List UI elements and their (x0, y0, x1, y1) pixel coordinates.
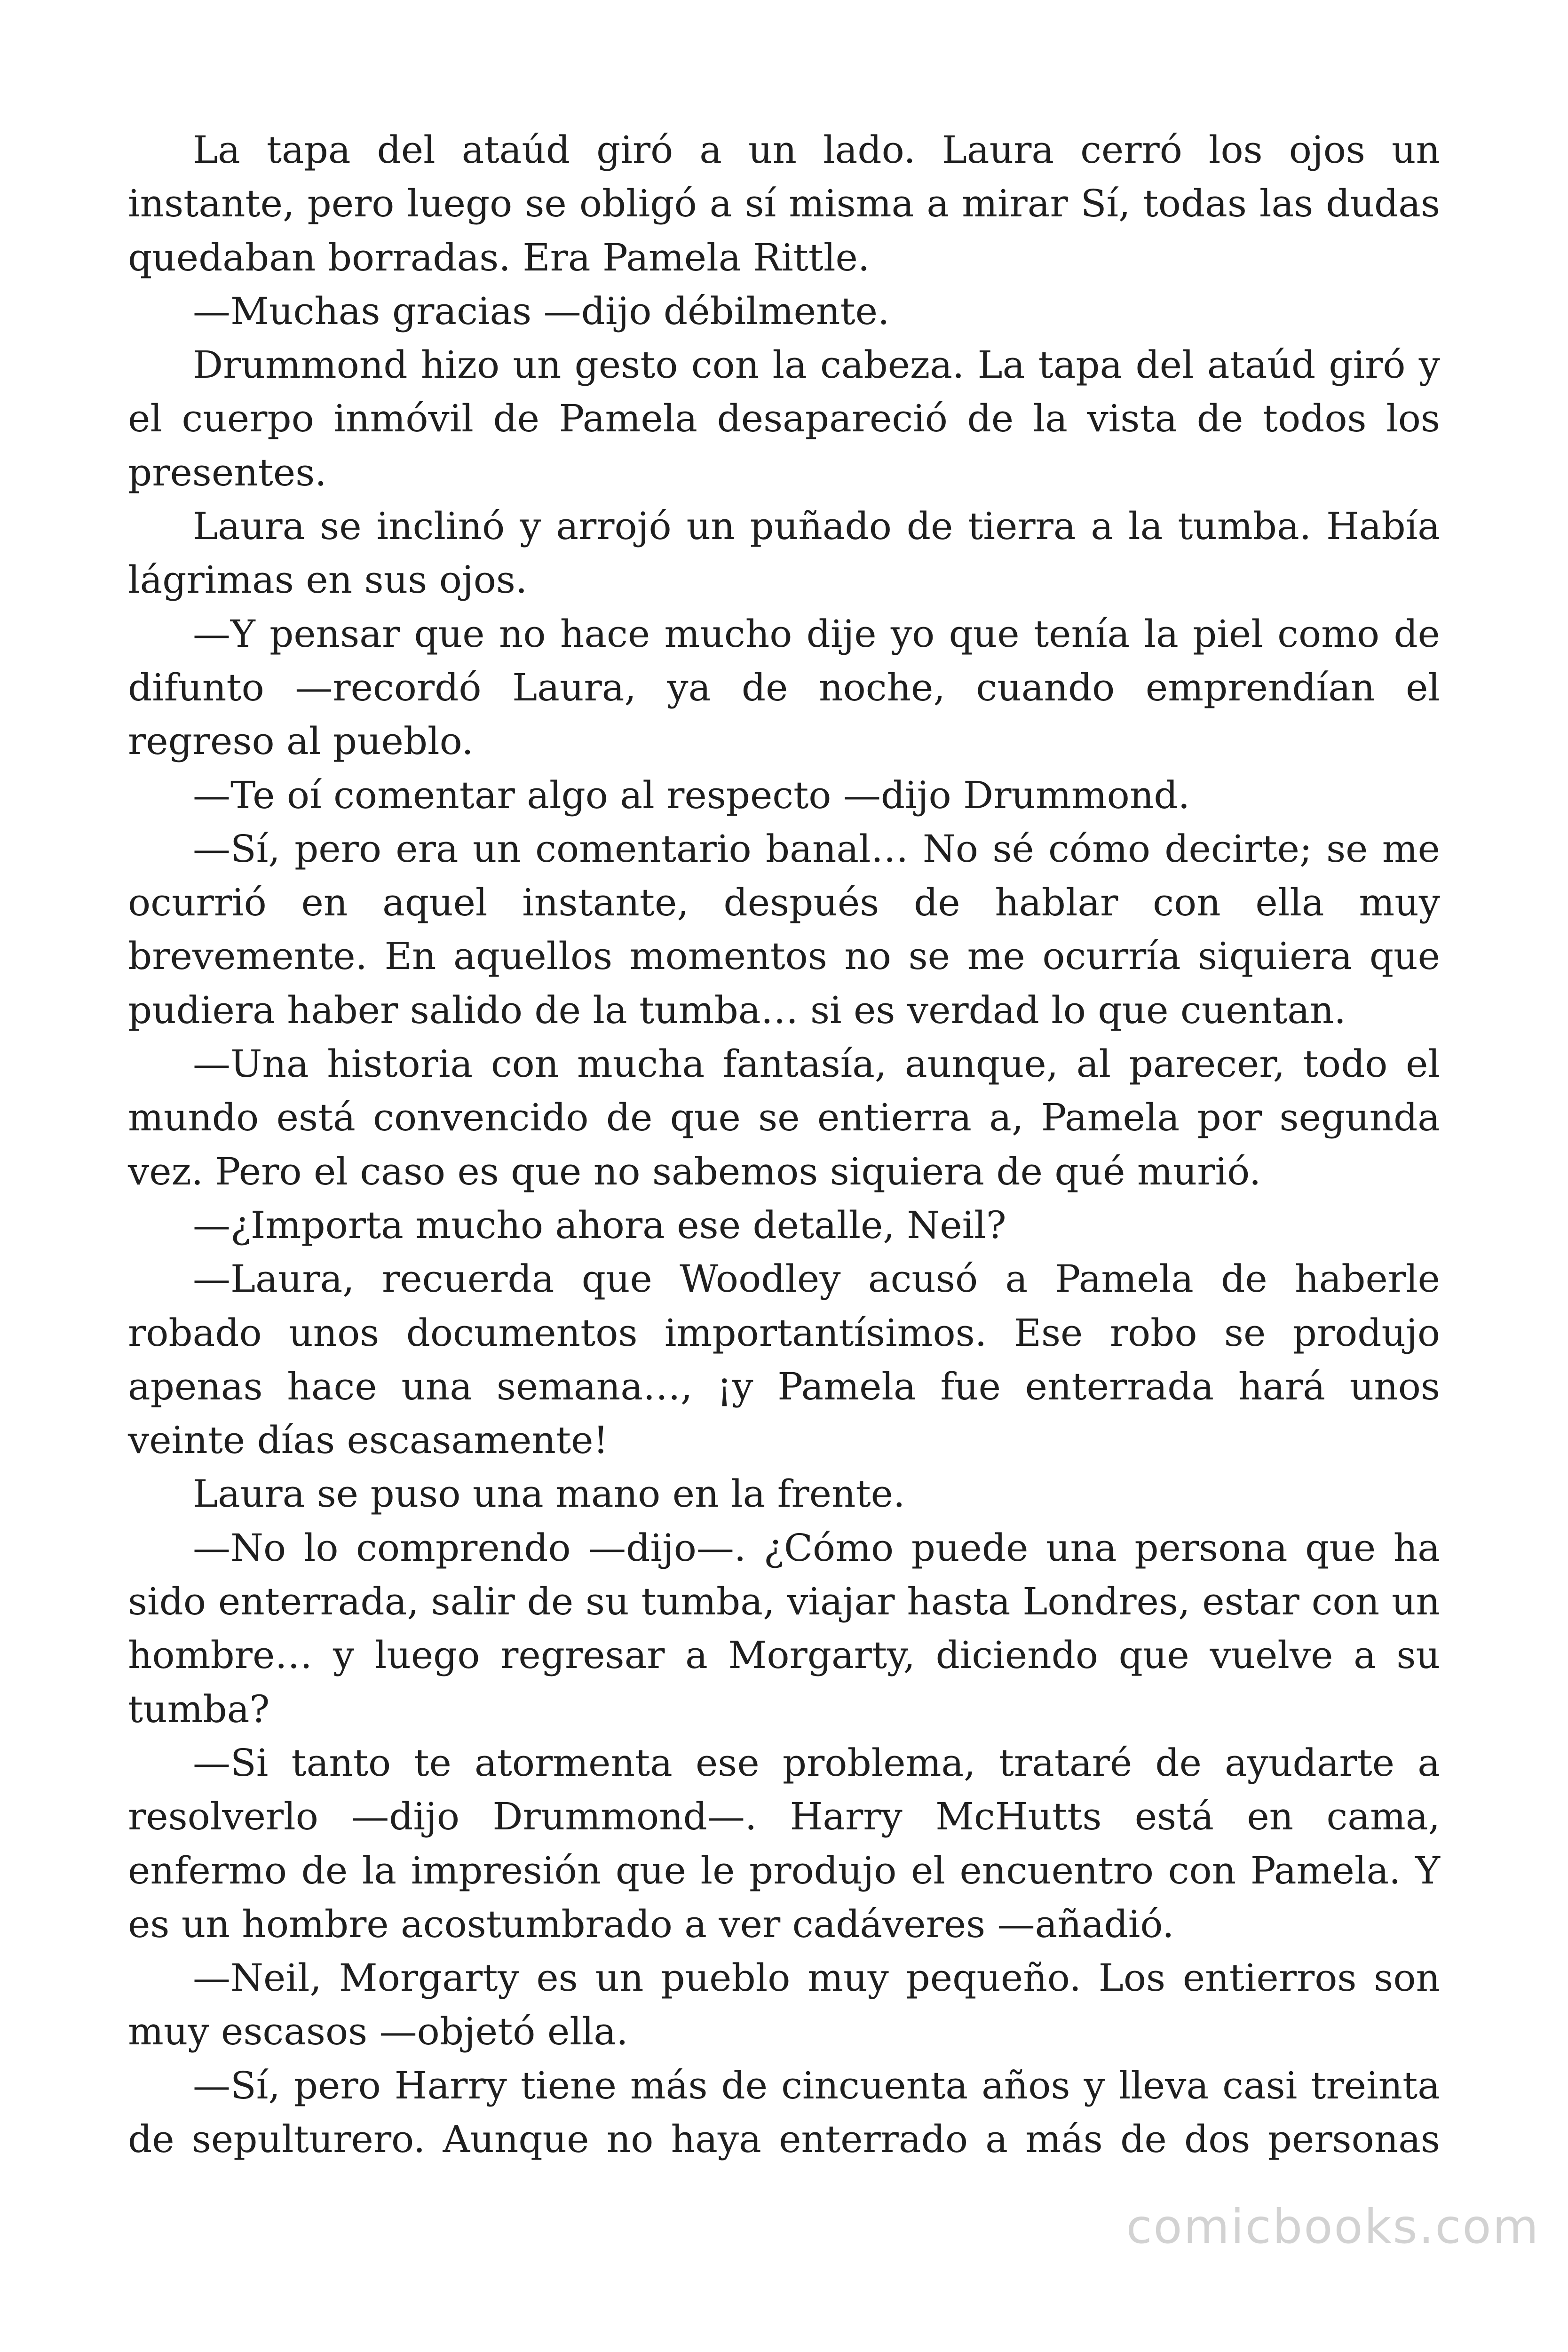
paragraph: —Y pensar que no hace mucho dije yo que tenía la piel como de difunto —recordó Laura, ya de noche, cuando emprendían el regreso al pueblo. (128, 612, 1440, 763)
paragraph: Laura se inclinó y arrojó un puñado de tierra a la tumba. Había lágrimas en sus ojos. (128, 504, 1440, 602)
paragraph: —Neil, Morgarty es un pueblo muy pequeño. Los entierros son muy escasos —objetó ella. (128, 1956, 1440, 2054)
paragraph: —Sí, pero Harry tiene más de cincuenta años y lleva casi treinta de sepulturero. Aunque no haya enterrado a más de dos personas (128, 2063, 1440, 2161)
paragraph: —Muchas gracias —dijo débilmente. (193, 289, 890, 333)
book-page (128, 123, 1440, 2166)
paragraph: —Te oí comentar algo al respecto —dijo Drummond. (193, 773, 1190, 817)
paragraph: —Si tanto te atormenta ese problema, trataré de ayudarte a resolverlo —dijo Drummond—. Harry McHutts está en cama, enfermo de la impresión que le produjo el encuentro con Pamela. Y es un hombre acostumbrado a ver cadáveres —añadió. (128, 1740, 1440, 1946)
watermark: comicbooks.com (1126, 2199, 1540, 2254)
paragraph: —¿Importa mucho ahora ese detalle, Neil? (193, 1203, 1006, 1247)
paragraph: —Laura, recuerda que Woodley acusó a Pamela de haberle robado unos documentos importantísimos. Ese robo se produjo apenas hace una semana…, ¡y Pamela fue enterrada hará unos veinte días escasamente! (128, 1257, 1440, 1462)
paragraph: —Una historia con mucha fantasía, aunque, al parecer, todo el mundo está convencido de que se entierra a, Pamela por segunda vez. Pero el caso es que no sabemos siquiera de qué murió. (128, 1042, 1440, 1193)
paragraph: —No lo comprendo —dijo—. ¿Cómo puede una persona que ha sido enterrada, salir de su tumba, viajar hasta Londres, estar con un hombre… y luego regresar a Morgarty, diciendo que vuelve a su tumba? (128, 1526, 1440, 1731)
paragraph: Drummond hizo un gesto con la cabeza. La tapa del ataúd giró y el cuerpo inmóvil de Pamela desapareció de la vista de todos los presentes. (128, 343, 1440, 494)
paragraph: La tapa del ataúd giró a un lado. Laura cerró los ojos un instante, pero luego se obligó a sí misma a mirar Sí, todas las dudas quedaban borradas. Era Pamela Rittle. (128, 128, 1440, 279)
paragraph: —Sí, pero era un comentario banal… No sé cómo decirte; se me ocurrió en aquel instante, después de hablar con ella muy brevemente. En aquellos momentos no se me ocurría siquiera que pudiera haber salido de la tumba… si es verdad lo que cuentan. (128, 826, 1440, 1032)
paragraph: Laura se puso una mano en la frente. (193, 1472, 905, 1516)
